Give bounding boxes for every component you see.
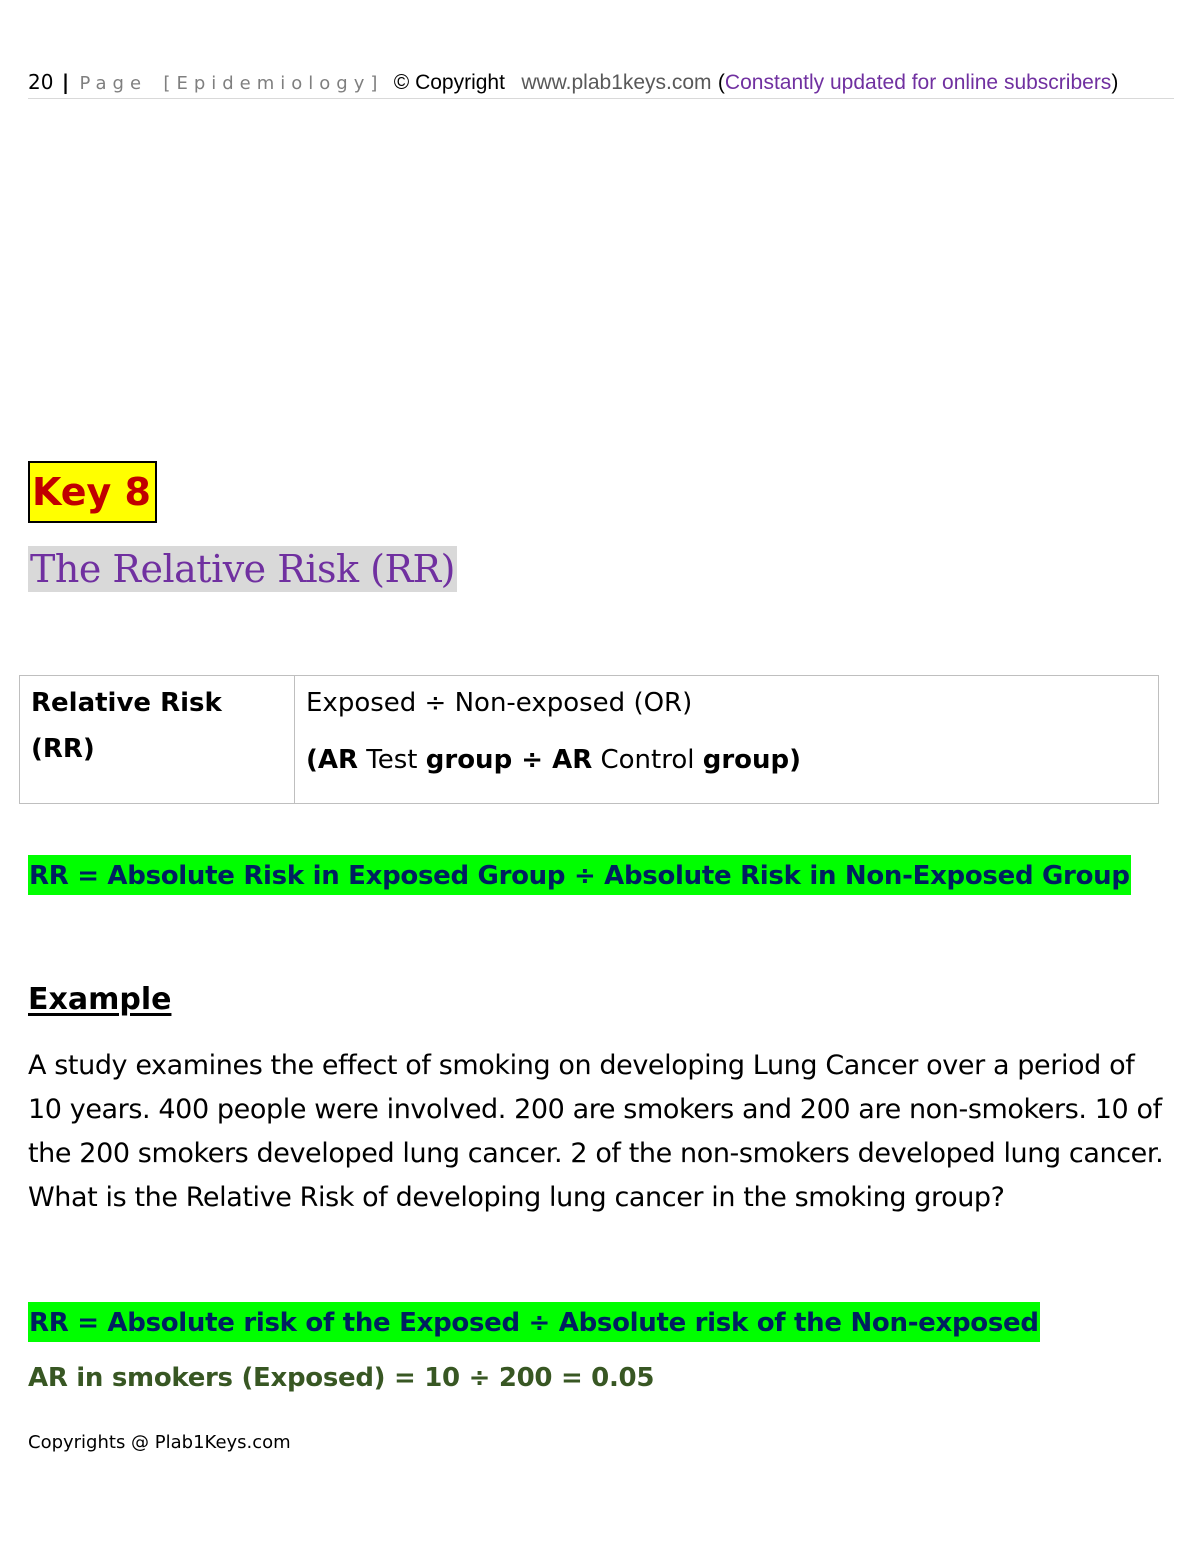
line2-div-ar: ÷ AR [512,745,593,775]
section-name: [Epidemiology] [163,73,384,94]
definition-line-2 [306,737,1148,783]
line2-test: Test [358,745,426,775]
example-paragraph: A study examines the effect of smoking on developing Lung Cancer over a period of 10 years. 400 people were involved. 200 are smokers and 200 are non-smokers. 10 of the 200 smokers developed lung cancer. 2 of the non-smokers developed lung cancer. What is the Relative Risk of developing lung cancer in the smoking group? [28,1050,1164,1213]
line2-control: Control [592,745,703,775]
section-title: The Relative Risk (RR) [30,547,455,591]
header-separator: | [61,70,70,94]
example-heading: Example [28,982,172,1017]
table-row [20,676,1159,804]
note-close-paren: ) [1111,71,1119,94]
note-open-paren: ( [717,71,725,94]
definition-term: Relative Risk (RR) [20,676,295,804]
page-word: Page [79,73,148,94]
site-link[interactable]: www.plab1keys.com [521,71,712,94]
line2-open: (AR [306,745,359,775]
line2-group2: group) [702,745,802,775]
answer-formula-highlight: RR = Absolute risk of the Exposed ÷ Absolute risk of the Non-exposed [28,1302,1040,1342]
key-label: Key 8 [28,461,157,523]
page-header [28,70,1174,99]
subscriber-note: Constantly updated for online subscribers [724,71,1112,94]
line2-group1: group [425,745,513,775]
definition-body [295,676,1159,804]
ar-smokers-calculation: AR in smokers (Exposed) = 10 ÷ 200 = 0.05 [28,1363,655,1393]
rr-formula-highlight: RR = Absolute Risk in Exposed Group ÷ Absolute Risk in Non-Exposed Group [28,855,1131,895]
page-number: 20 [28,70,54,94]
copyright-text: © Copyright [393,71,505,94]
definition-table [19,675,1159,804]
definition-line-1: Exposed ÷ Non-exposed (OR) [306,688,693,718]
page-footer: Copyrights @ Plab1Keys.com [28,1432,291,1453]
